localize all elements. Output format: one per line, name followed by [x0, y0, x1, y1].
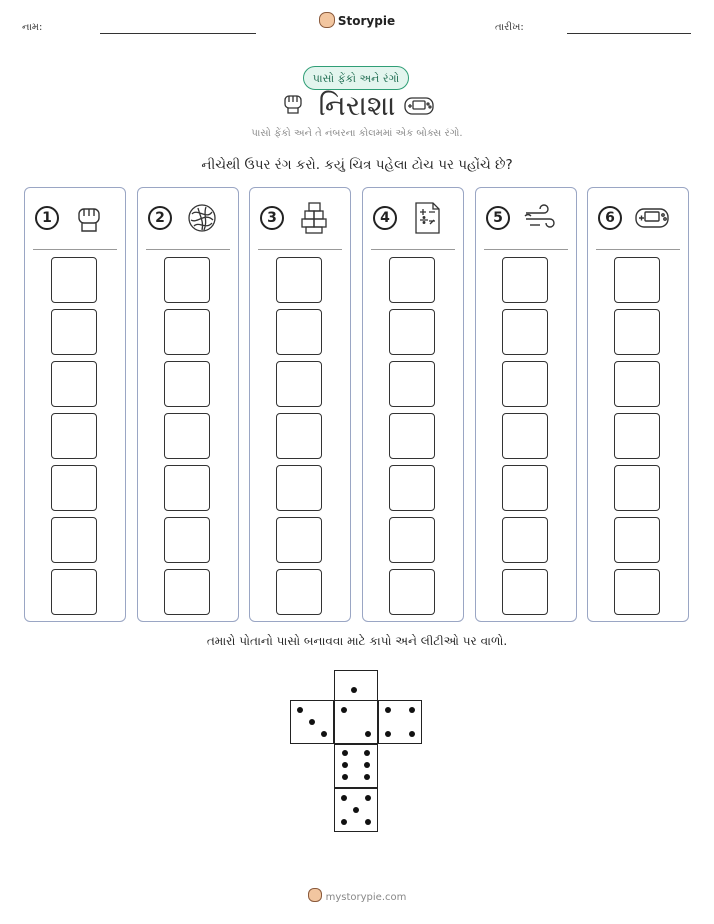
- color-box[interactable]: [614, 413, 660, 459]
- page-title: નિરાશા: [318, 89, 396, 122]
- color-box[interactable]: [51, 465, 97, 511]
- color-box[interactable]: [389, 465, 435, 511]
- column-number: 3: [260, 206, 284, 230]
- footer-url: mystorypie.com: [325, 892, 407, 903]
- color-box[interactable]: [51, 517, 97, 563]
- color-box[interactable]: [276, 257, 322, 303]
- storypie-bear-icon: [319, 12, 335, 28]
- die-face-4: [378, 700, 422, 744]
- color-box[interactable]: [389, 413, 435, 459]
- date-line: [567, 33, 691, 34]
- dice-net: [290, 670, 424, 836]
- color-box[interactable]: [502, 465, 548, 511]
- column-number: 1: [35, 206, 59, 230]
- color-box[interactable]: [614, 361, 660, 407]
- column-number: 5: [486, 206, 510, 230]
- color-box[interactable]: [502, 257, 548, 303]
- tangled-brain-icon: [184, 200, 220, 236]
- die-face-2: [334, 700, 378, 744]
- color-box[interactable]: [51, 361, 97, 407]
- color-box[interactable]: [164, 413, 210, 459]
- color-box[interactable]: [51, 569, 97, 615]
- column-number: 2: [148, 206, 172, 230]
- color-box[interactable]: [164, 569, 210, 615]
- brand-name: Storypie: [337, 14, 396, 28]
- color-box[interactable]: [276, 465, 322, 511]
- game-controller-icon: [403, 95, 435, 117]
- color-box[interactable]: [502, 309, 548, 355]
- color-box[interactable]: [276, 413, 322, 459]
- cut-instruction: તમારો પોતાનો પાસો બનાવવા માટે કાપો અને લીટીઓ પર વાળો.: [206, 634, 508, 648]
- color-box[interactable]: [389, 257, 435, 303]
- footer: [0, 888, 714, 903]
- color-box[interactable]: [51, 309, 97, 355]
- color-box[interactable]: [389, 361, 435, 407]
- column-number: 4: [373, 206, 397, 230]
- column-3: [249, 187, 351, 622]
- column-number: 6: [598, 206, 622, 230]
- die-face-6: [334, 744, 378, 788]
- column-divider: [596, 249, 680, 250]
- name-label: નામ:: [22, 22, 43, 33]
- color-box[interactable]: [614, 309, 660, 355]
- color-box[interactable]: [164, 361, 210, 407]
- color-box[interactable]: [276, 361, 322, 407]
- column-5: [475, 187, 577, 622]
- color-box[interactable]: [51, 257, 97, 303]
- column-1: [24, 187, 126, 622]
- column-divider: [371, 249, 455, 250]
- date-label: તારીખ:: [495, 22, 524, 33]
- column-6: [587, 187, 689, 622]
- color-box[interactable]: [164, 465, 210, 511]
- color-box[interactable]: [389, 309, 435, 355]
- fist-icon: [71, 200, 107, 236]
- color-box[interactable]: [389, 569, 435, 615]
- storypie-bear-icon: [308, 888, 322, 902]
- color-box[interactable]: [502, 569, 548, 615]
- column-divider: [258, 249, 342, 250]
- color-box[interactable]: [276, 569, 322, 615]
- color-box[interactable]: [502, 517, 548, 563]
- instruction: નીચેથી ઉપર રંગ કરો. કયું ચિત્ર પહેલા ટોચ પર પહોંચે છે?: [201, 157, 513, 173]
- color-box[interactable]: [614, 569, 660, 615]
- column-divider: [33, 249, 117, 250]
- color-box[interactable]: [164, 257, 210, 303]
- block-tower-icon: [296, 200, 332, 236]
- color-box[interactable]: [164, 309, 210, 355]
- color-box[interactable]: [614, 517, 660, 563]
- wind-icon: [522, 200, 558, 236]
- column-divider: [484, 249, 568, 250]
- subtitle: પાસો ફેંકો અને તે નંબરના કોલમમાં એક બોક્સ રંગો.: [251, 128, 463, 139]
- activity-pill: પાસો ફેંકો અને રંગો: [303, 66, 409, 90]
- color-box[interactable]: [51, 413, 97, 459]
- color-box[interactable]: [502, 413, 548, 459]
- name-line: [100, 33, 256, 34]
- color-box[interactable]: [502, 361, 548, 407]
- color-box[interactable]: [614, 257, 660, 303]
- color-box[interactable]: [276, 517, 322, 563]
- column-4: [362, 187, 464, 622]
- color-box[interactable]: [614, 465, 660, 511]
- die-face-3: [290, 700, 334, 744]
- column-divider: [146, 249, 230, 250]
- column-2: [137, 187, 239, 622]
- color-box[interactable]: [389, 517, 435, 563]
- math-paper-icon: [409, 200, 445, 236]
- die-face-5: [334, 788, 378, 832]
- color-box[interactable]: [164, 517, 210, 563]
- color-box[interactable]: [276, 309, 322, 355]
- brand-logo: [0, 12, 714, 28]
- game-controller-icon: [634, 200, 670, 236]
